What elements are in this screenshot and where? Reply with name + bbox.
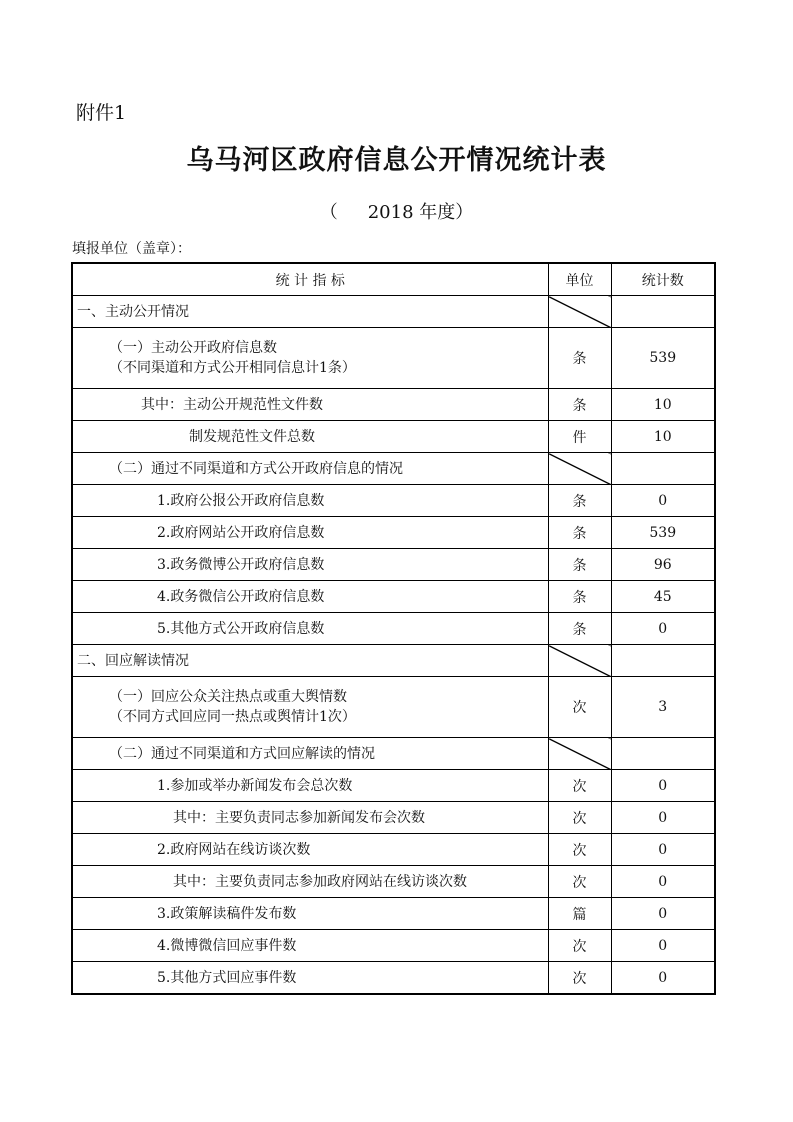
attachment-label: 附件1 xyxy=(76,102,127,124)
indicator-cell xyxy=(72,898,548,930)
indicator-text: 3.政策解读稿件发布数 xyxy=(157,905,297,922)
header-unit: 单位 xyxy=(548,263,611,296)
indicator-text: （二）通过不同渠道和方式公开政府信息的情况 xyxy=(109,460,403,477)
table-row xyxy=(72,453,715,485)
table-row xyxy=(72,517,715,549)
count-cell xyxy=(611,453,715,485)
indicator-text: 4.政务微信公开政府信息数 xyxy=(157,588,325,605)
indicator-cell xyxy=(72,930,548,962)
indicator-cell xyxy=(72,802,548,834)
indicator-cell xyxy=(72,296,548,328)
count-cell: 10 xyxy=(611,421,715,453)
count-cell: 0 xyxy=(611,613,715,645)
indicator-cell xyxy=(72,866,548,898)
count-cell: 0 xyxy=(611,485,715,517)
year-open-paren: （ xyxy=(319,202,338,223)
unit-cell: 条 xyxy=(548,517,611,549)
indicator-cell xyxy=(72,613,548,645)
table-row xyxy=(72,834,715,866)
indicator-cell xyxy=(72,421,548,453)
count-cell: 0 xyxy=(611,930,715,962)
count-cell: 10 xyxy=(611,389,715,421)
count-cell xyxy=(611,296,715,328)
unit-cell: 条 xyxy=(548,613,611,645)
table-row xyxy=(72,328,715,389)
indicator-cell xyxy=(72,962,548,995)
indicator-text: （一）回应公众关注热点或重大舆情数 xyxy=(109,689,347,705)
count-cell: 96 xyxy=(611,549,715,581)
count-cell: 0 xyxy=(611,802,715,834)
table-row xyxy=(72,866,715,898)
count-cell: 0 xyxy=(611,866,715,898)
page-title: 乌马河区政府信息公开情况统计表 xyxy=(186,145,607,176)
indicator-text: 2.政府网站公开政府信息数 xyxy=(157,524,325,541)
unit-cell: 次 xyxy=(548,866,611,898)
count-cell: 0 xyxy=(611,834,715,866)
unit-cell: 次 xyxy=(548,930,611,962)
table-row xyxy=(72,770,715,802)
indicator-text: 1.政府公报公开政府信息数 xyxy=(157,492,325,509)
indicator-text: 制发规范性文件总数 xyxy=(189,428,315,445)
indicator-text: （不同方式回应同一热点或舆情计1次） xyxy=(109,709,356,725)
table-row xyxy=(72,802,715,834)
reporting-unit-label: 填报单位（盖章）： xyxy=(72,241,191,257)
table-row xyxy=(72,549,715,581)
table-row xyxy=(72,677,715,738)
indicator-text: （一）主动公开政府信息数 xyxy=(109,340,277,356)
indicator-cell xyxy=(72,770,548,802)
header-count: 统计数 xyxy=(611,263,715,296)
indicator-cell xyxy=(72,738,548,770)
unit-cell: 条 xyxy=(548,328,611,389)
table-row xyxy=(72,613,715,645)
count-cell: 539 xyxy=(611,328,715,389)
table-row xyxy=(72,581,715,613)
count-cell: 0 xyxy=(611,962,715,995)
unit-cell: 件 xyxy=(548,421,611,453)
unit-cell-slashed xyxy=(548,645,611,677)
table-row xyxy=(72,421,715,453)
unit-cell: 次 xyxy=(548,834,611,866)
indicator-cell xyxy=(72,549,548,581)
unit-cell-slashed xyxy=(548,738,611,770)
indicator-cell xyxy=(72,677,548,738)
indicator-cell xyxy=(72,453,548,485)
indicator-text: 3.政务微博公开政府信息数 xyxy=(157,556,325,573)
indicator-text: 1.参加或举办新闻发布会总次数 xyxy=(157,777,353,794)
indicator-text: 5.其他方式回应事件数 xyxy=(157,969,297,986)
unit-cell: 次 xyxy=(548,802,611,834)
indicator-cell xyxy=(72,517,548,549)
table-body xyxy=(72,296,715,995)
unit-cell: 条 xyxy=(548,389,611,421)
header-indicator-text: 统 计 指 标 xyxy=(275,272,345,289)
unit-cell-slashed xyxy=(548,296,611,328)
header-indicator xyxy=(72,263,548,296)
count-cell: 0 xyxy=(611,770,715,802)
year-text: 2018 年度） xyxy=(367,202,474,223)
count-cell xyxy=(611,645,715,677)
unit-cell: 篇 xyxy=(548,898,611,930)
unit-cell: 条 xyxy=(548,485,611,517)
unit-cell: 条 xyxy=(548,549,611,581)
unit-cell: 条 xyxy=(548,581,611,613)
count-cell: 0 xyxy=(611,898,715,930)
unit-cell-slashed xyxy=(548,453,611,485)
indicator-cell xyxy=(72,834,548,866)
indicator-cell xyxy=(72,485,548,517)
indicator-cell xyxy=(72,328,548,389)
indicator-text: 其中：主要负责同志参加新闻发布会次数 xyxy=(173,809,425,826)
indicator-cell xyxy=(72,581,548,613)
table-row xyxy=(72,962,715,995)
unit-cell: 次 xyxy=(548,962,611,995)
indicator-text: 4.微博微信回应事件数 xyxy=(157,937,297,954)
statistics-table xyxy=(71,262,716,995)
count-cell xyxy=(611,738,715,770)
count-cell: 3 xyxy=(611,677,715,738)
table-row xyxy=(72,898,715,930)
year-line xyxy=(0,198,793,224)
unit-cell: 次 xyxy=(548,677,611,738)
unit-cell: 次 xyxy=(548,770,611,802)
indicator-text: 一、主动公开情况 xyxy=(77,303,189,320)
indicator-text: 其中：主要负责同志参加政府网站在线访谈次数 xyxy=(173,873,467,890)
table-row xyxy=(72,738,715,770)
indicator-text: 其中：主动公开规范性文件数 xyxy=(141,396,323,413)
indicator-text: （不同渠道和方式公开相同信息计1条） xyxy=(109,360,356,376)
count-cell: 45 xyxy=(611,581,715,613)
table-row xyxy=(72,389,715,421)
indicator-cell xyxy=(72,645,548,677)
indicator-text: 5.其他方式公开政府信息数 xyxy=(157,620,325,637)
table-row xyxy=(72,485,715,517)
count-cell: 539 xyxy=(611,517,715,549)
table-row xyxy=(72,930,715,962)
indicator-text: （二）通过不同渠道和方式回应解读的情况 xyxy=(109,745,375,762)
indicator-cell xyxy=(72,389,548,421)
indicator-text: 二、回应解读情况 xyxy=(77,652,189,669)
table-row xyxy=(72,645,715,677)
table-row xyxy=(72,296,715,328)
header-row xyxy=(72,263,715,296)
indicator-text: 2.政府网站在线访谈次数 xyxy=(157,841,311,858)
